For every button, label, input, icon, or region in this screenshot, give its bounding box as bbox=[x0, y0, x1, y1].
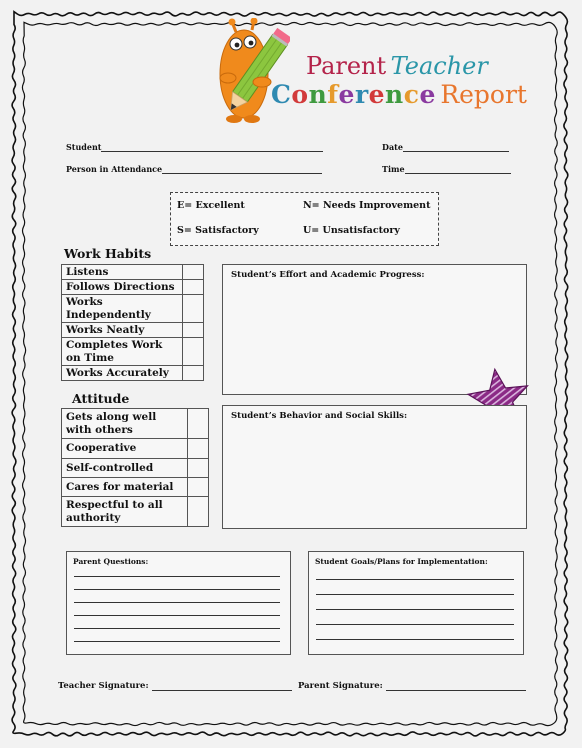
work-habit-rating-cell[interactable] bbox=[183, 295, 204, 323]
work-habit-label-line2: Independently bbox=[66, 308, 151, 321]
work-habits-table bbox=[61, 264, 204, 381]
table-row bbox=[62, 439, 209, 459]
work-habit-label-line1: Follows Directions bbox=[66, 280, 175, 293]
student-field[interactable] bbox=[66, 142, 323, 152]
student-goals-box[interactable] bbox=[308, 551, 524, 655]
parent-signature-line[interactable] bbox=[386, 682, 526, 691]
student-goals-line[interactable] bbox=[316, 639, 514, 640]
parent-questions-line[interactable] bbox=[74, 615, 280, 616]
attitude-label bbox=[62, 497, 188, 527]
table-row bbox=[62, 497, 209, 527]
parent-questions-line[interactable] bbox=[74, 641, 280, 642]
table-row bbox=[62, 409, 209, 439]
work-habit-label-line1: Works Accurately bbox=[66, 366, 169, 379]
work-habit-label-line2: on Time bbox=[66, 351, 114, 364]
title-teacher: Teacher bbox=[390, 52, 488, 80]
work-habit-label bbox=[62, 323, 183, 338]
legend-excellent: E= Excellent bbox=[177, 200, 245, 211]
work-habit-label bbox=[62, 295, 183, 323]
student-goals-line[interactable] bbox=[316, 624, 514, 625]
parent-questions-box[interactable] bbox=[66, 551, 291, 655]
behavior-social-box[interactable] bbox=[222, 405, 527, 529]
work-habit-label bbox=[62, 280, 183, 295]
student-label: Student bbox=[66, 142, 102, 152]
person-label: Person in Attendance bbox=[66, 164, 163, 174]
date-input-line[interactable] bbox=[403, 143, 509, 152]
teacher-signature-label: Teacher Signature: bbox=[58, 681, 149, 691]
work-habit-label bbox=[62, 265, 183, 280]
effort-progress-title: Student’s Effort and Academic Progress: bbox=[231, 270, 425, 280]
student-goals-title: Student Goals/Plans for Implementation: bbox=[315, 557, 488, 566]
parent-questions-line[interactable] bbox=[74, 576, 280, 577]
attitude-label bbox=[62, 478, 188, 497]
work-habit-rating-cell[interactable] bbox=[183, 338, 204, 366]
attitude-label bbox=[62, 459, 188, 478]
title-conference: Conference bbox=[271, 80, 436, 109]
attitude-label-line2: with others bbox=[66, 423, 133, 436]
student-goals-line[interactable] bbox=[316, 579, 514, 580]
attitude-title: Attitude bbox=[72, 391, 130, 406]
student-goals-line[interactable] bbox=[316, 609, 514, 610]
attitude-rating-cell[interactable] bbox=[188, 459, 209, 478]
title-line-1 bbox=[306, 52, 488, 80]
table-row bbox=[62, 459, 209, 478]
title-parent: Parent bbox=[306, 52, 387, 80]
attitude-label-line1: Self-controlled bbox=[66, 461, 154, 474]
work-habit-label-line1: Completes Work bbox=[66, 338, 163, 351]
attitude-label-line1: Cares for material bbox=[66, 480, 174, 493]
table-row bbox=[62, 366, 204, 381]
parent-questions-line[interactable] bbox=[74, 628, 280, 629]
parent-signature-field[interactable] bbox=[298, 681, 526, 691]
attitude-rating-cell[interactable] bbox=[188, 478, 209, 497]
attitude-rating-cell[interactable] bbox=[188, 497, 209, 527]
table-row bbox=[62, 323, 204, 338]
behavior-social-title: Student’s Behavior and Social Skills: bbox=[231, 411, 408, 421]
attitude-rating-cell[interactable] bbox=[188, 439, 209, 459]
work-habit-label-line1: Listens bbox=[66, 265, 109, 278]
attitude-label-line1: Respectful to all bbox=[66, 498, 163, 511]
attitude-rating-cell[interactable] bbox=[188, 409, 209, 439]
legend-unsatisfactory: U= Unsatisfactory bbox=[303, 225, 400, 236]
legend-needs-improvement: N= Needs Improvement bbox=[303, 200, 431, 211]
work-habit-label bbox=[62, 366, 183, 381]
teacher-signature-field[interactable] bbox=[58, 681, 292, 691]
work-habit-rating-cell[interactable] bbox=[183, 265, 204, 280]
work-habit-label-line1: Works bbox=[66, 295, 103, 308]
work-habit-rating-cell[interactable] bbox=[183, 366, 204, 381]
date-field[interactable] bbox=[382, 142, 509, 152]
time-input-line[interactable] bbox=[405, 165, 511, 174]
time-field[interactable] bbox=[382, 164, 511, 174]
attitude-table bbox=[61, 408, 209, 527]
student-goals-line[interactable] bbox=[316, 594, 514, 595]
table-row bbox=[62, 338, 204, 366]
work-habit-rating-cell[interactable] bbox=[183, 323, 204, 338]
parent-signature-label: Parent Signature: bbox=[298, 681, 383, 691]
table-row bbox=[62, 478, 209, 497]
title-line-2 bbox=[271, 80, 527, 109]
parent-questions-line[interactable] bbox=[74, 602, 280, 603]
work-habits-title: Work Habits bbox=[64, 246, 152, 261]
monster-pencil-mascot bbox=[214, 18, 290, 128]
person-input-line[interactable] bbox=[162, 165, 322, 174]
parent-questions-line[interactable] bbox=[74, 589, 280, 590]
student-input-line[interactable] bbox=[101, 143, 323, 152]
title-report: Report bbox=[440, 80, 527, 109]
attitude-label bbox=[62, 409, 188, 439]
attitude-label-line1: Gets along well bbox=[66, 410, 157, 423]
attitude-label-line2: authority bbox=[66, 511, 121, 524]
table-row bbox=[62, 265, 204, 280]
work-habit-rating-cell[interactable] bbox=[183, 280, 204, 295]
table-row bbox=[62, 280, 204, 295]
teacher-signature-line[interactable] bbox=[152, 682, 292, 691]
legend-satisfactory: S= Satisfactory bbox=[177, 225, 259, 236]
person-field[interactable] bbox=[66, 164, 322, 174]
table-row bbox=[62, 295, 204, 323]
work-habit-label bbox=[62, 338, 183, 366]
parent-questions-title: Parent Questions: bbox=[73, 557, 149, 566]
time-label: Time bbox=[382, 164, 405, 174]
attitude-label-line1: Cooperative bbox=[66, 442, 137, 454]
date-label: Date bbox=[382, 142, 403, 152]
work-habit-label-line1: Works Neatly bbox=[66, 323, 145, 336]
grading-legend bbox=[170, 192, 439, 246]
attitude-label bbox=[62, 439, 188, 459]
